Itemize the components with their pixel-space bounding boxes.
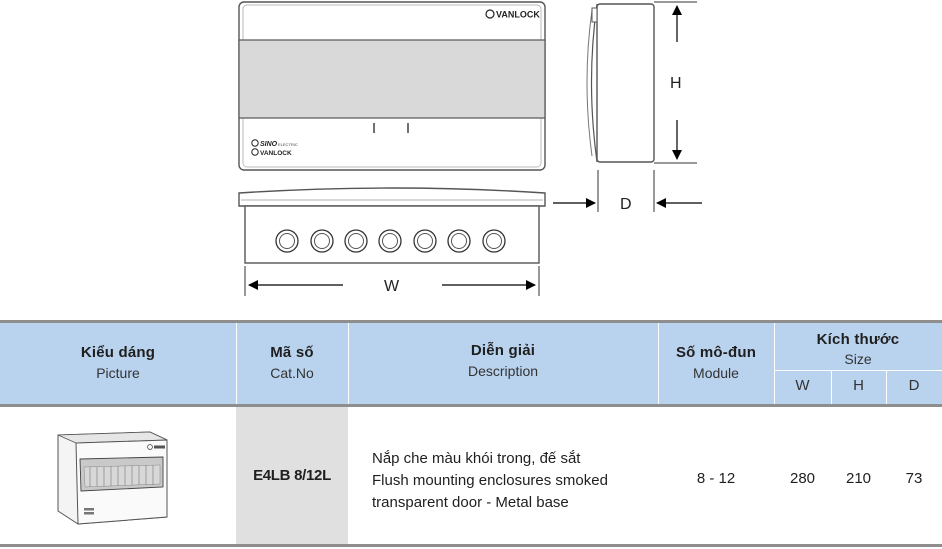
header-size-d: D — [908, 377, 920, 394]
header-catno-en: Cat.No — [270, 365, 314, 381]
product-thumbnail — [0, 407, 236, 544]
header-divider — [236, 323, 237, 404]
spec-table — [0, 320, 942, 549]
cat-no: E4LB 8/12L — [253, 467, 331, 484]
header-size-h: H — [853, 377, 864, 394]
header-picture-vi: Kiểu dáng — [80, 344, 156, 361]
description-en-line1: Flush mounting enclosures smoked — [372, 472, 608, 489]
size-h-value: 210 — [845, 470, 872, 487]
brand-label-top: VANLOCK — [496, 9, 540, 20]
maker-label: SINO — [260, 141, 278, 148]
header-divider — [658, 323, 659, 404]
depth-dimension — [553, 170, 702, 213]
header-module-en: Module — [693, 365, 739, 381]
header-size-vi: Kích thước — [816, 331, 900, 348]
header-size-en: Size — [844, 351, 872, 367]
description-en-line2: transparent door - Metal base — [372, 494, 569, 511]
brand-label-bottom: VANLOCK — [260, 150, 292, 157]
header-top-rule — [0, 320, 942, 323]
size-subheader-divider — [774, 370, 942, 371]
header-size-w: W — [795, 377, 810, 394]
product-picture-cell — [0, 407, 236, 544]
bottom-view — [239, 188, 545, 296]
dimension-d-label: D — [620, 196, 632, 213]
table-bottom-rule — [0, 544, 942, 547]
size-d-value: 73 — [905, 470, 923, 487]
side-view — [587, 2, 697, 163]
header-description-vi: Diễn giải — [470, 342, 536, 359]
header-catno-vi: Mã số — [270, 344, 314, 361]
maker-sub-label: ELECTRIC — [278, 142, 298, 147]
size-w-value: 280 — [789, 470, 816, 487]
header-module-vi: Số mô-đun — [675, 344, 757, 361]
dimension-h-label: H — [670, 75, 682, 92]
header-description-en: Description — [467, 363, 539, 379]
module-value: 8 - 12 — [696, 470, 736, 487]
front-view — [239, 2, 545, 170]
header-picture-en: Picture — [96, 365, 140, 381]
description-vi: Nắp che màu khói trong, đế sắt — [372, 450, 581, 467]
dimension-w-label: W — [384, 278, 400, 295]
catno-cell — [236, 407, 348, 544]
